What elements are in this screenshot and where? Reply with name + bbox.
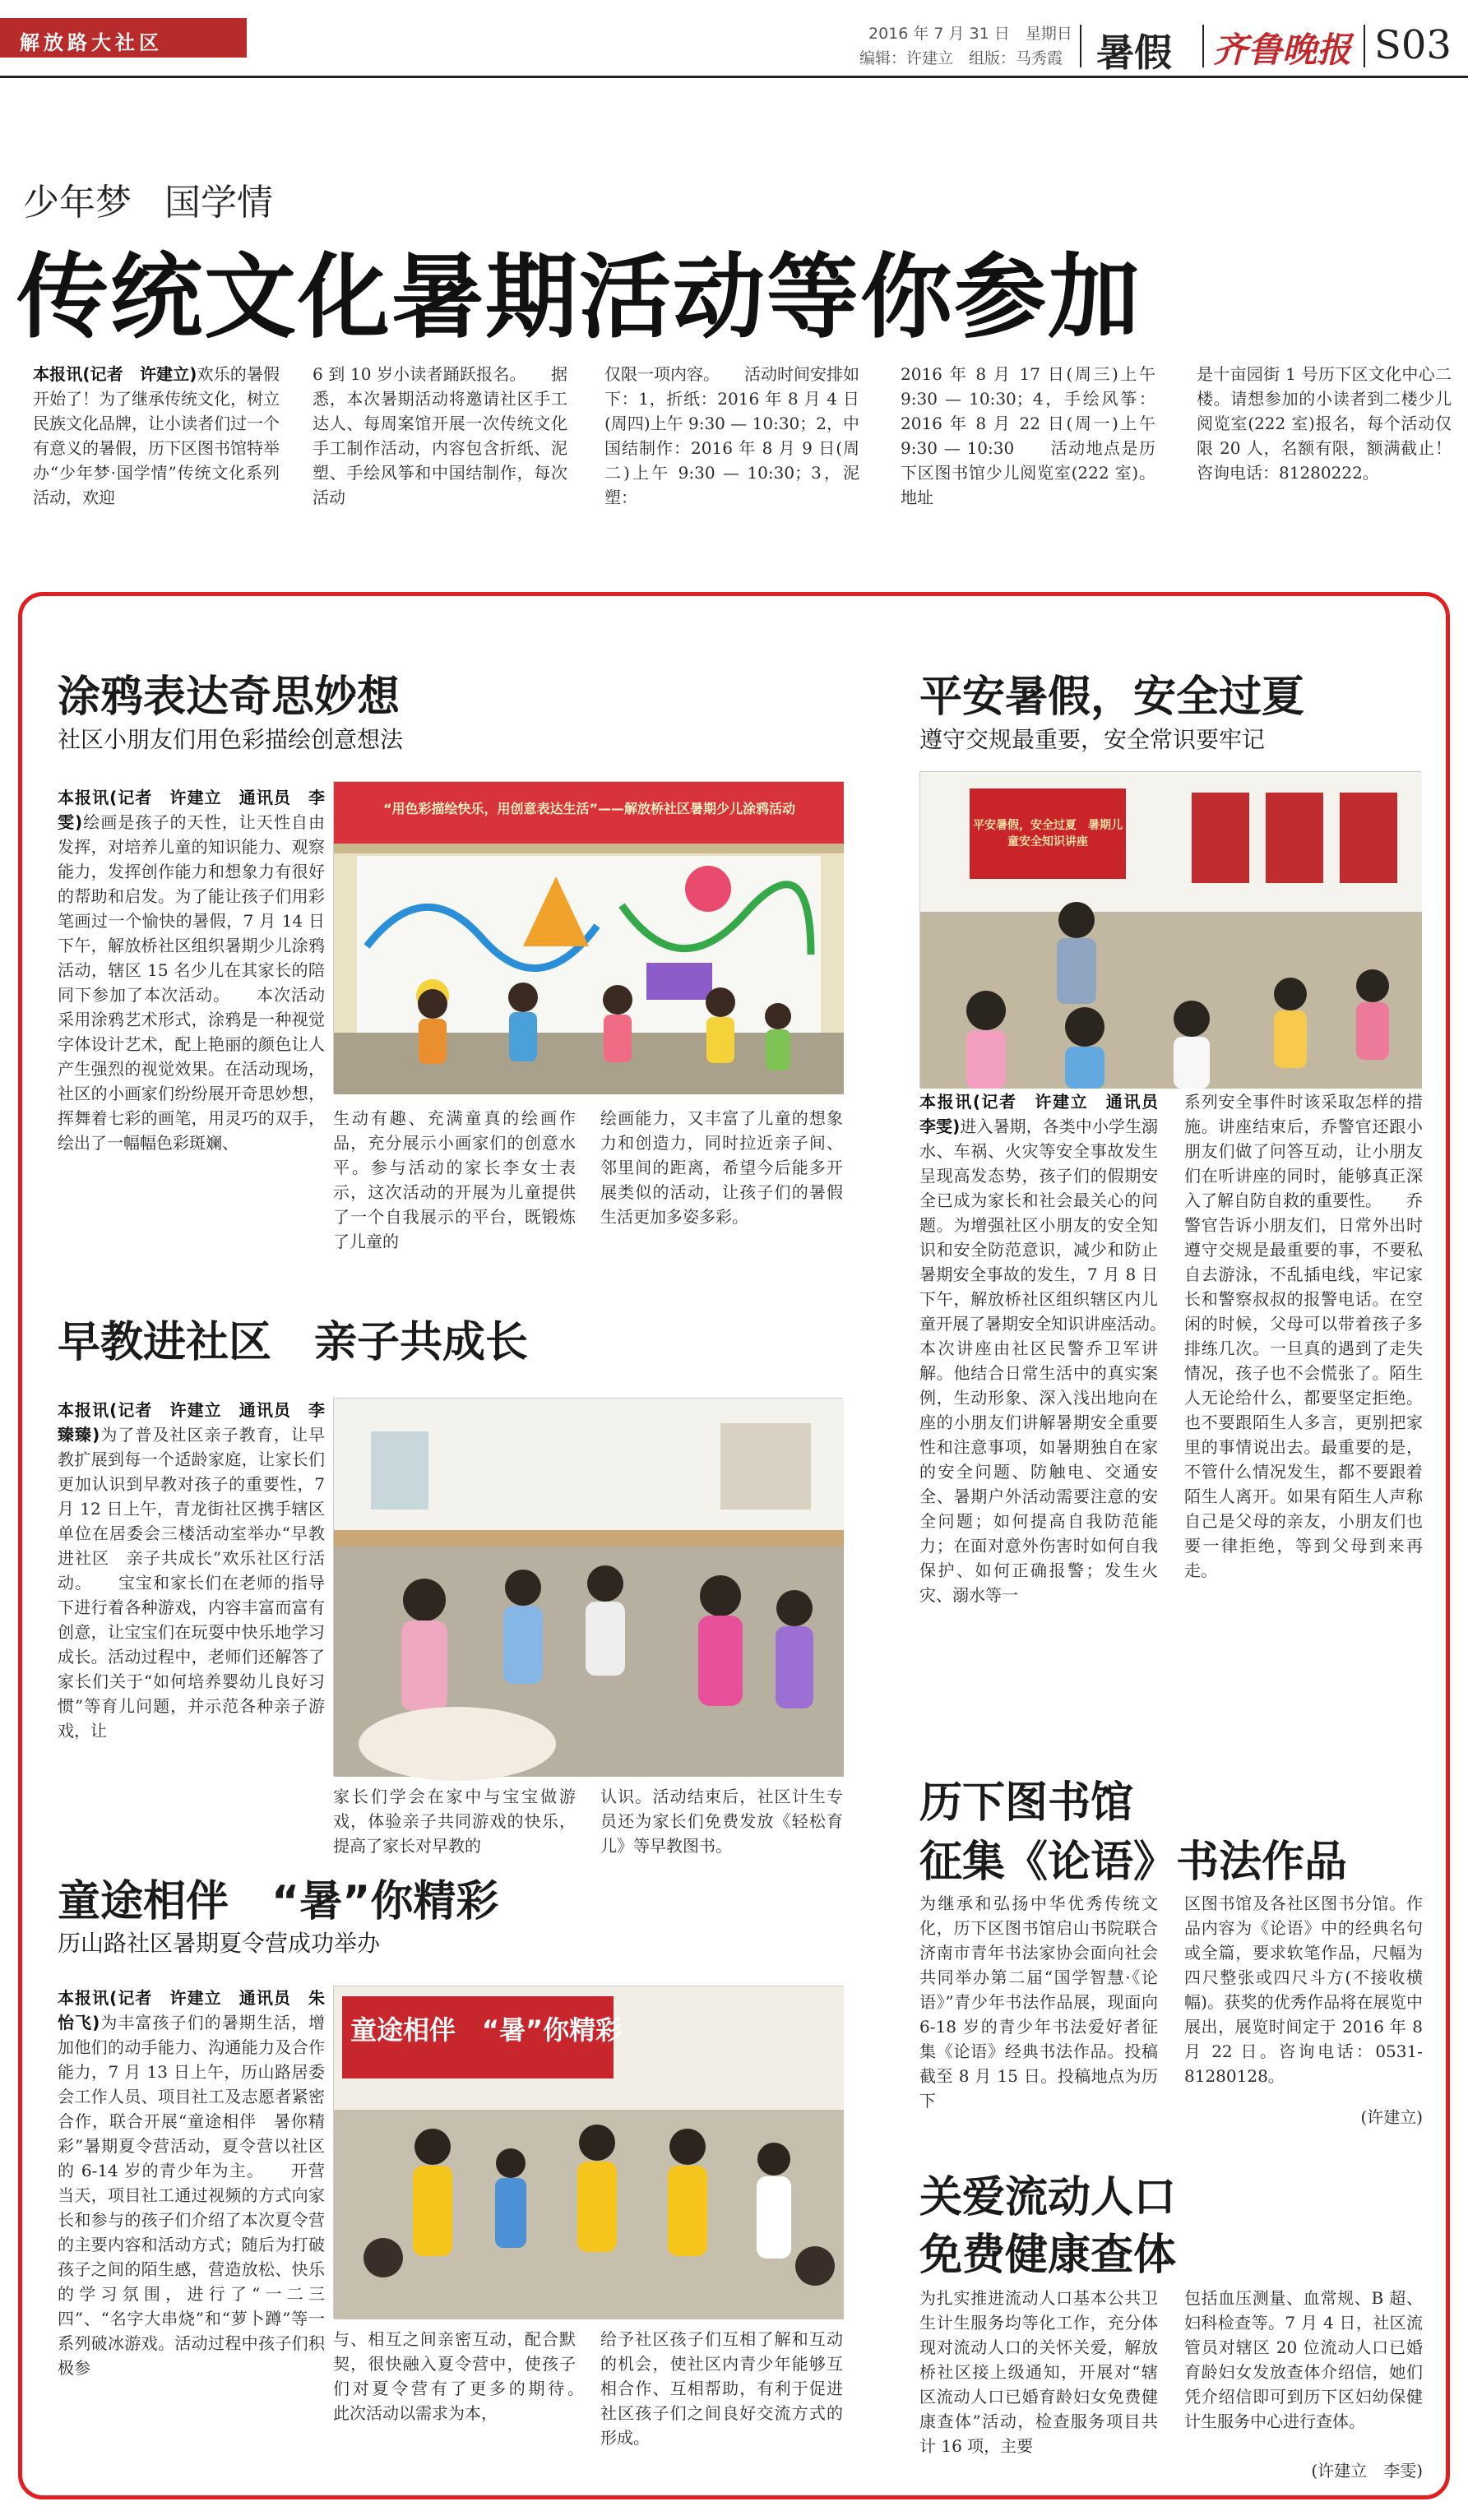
safety-lecture-photo bbox=[919, 771, 1421, 1088]
story-title-line-2: 免费健康查体 bbox=[919, 2231, 1177, 2280]
lead-column-3: 仅限一项内容。 活动时间安排如下：1，折纸：2016 年 8 月 4 日(周四)上午 9:30 — 10:30；2，中国结制作：2016 年 8 月 9 日(周二)上午 9:30 — 10:30；3，泥塑： bbox=[604, 364, 859, 507]
b3-column-1: 为扎实推进流动人口基本公共卫生计生服务均等化工作，充分体现对流动人口的关怀关爱，解放桥社区接上级通知，开展对“辖区流动人口已婚育龄妇女免费健康查体”活动，检查服务项目共计 16 项，主要 bbox=[919, 2288, 1158, 2456]
a3-byline: 本报讯(记者 许建立 通讯员 朱怡飞) bbox=[58, 1988, 325, 2032]
early-education-photo-illustration bbox=[334, 1399, 844, 1777]
a2-column-1 bbox=[58, 1398, 325, 1846]
story-subtitle: 历山路社区暑期夏令营成功举办 bbox=[58, 1930, 381, 1957]
graffiti-banner-text: “用色彩描绘快乐，用创意表达生活”——解放桥社区暑期少儿涂鸦活动 bbox=[382, 801, 796, 816]
graffiti-photo bbox=[333, 781, 843, 1094]
summer-camp-banner-text: 童途相伴 “暑”你精彩 bbox=[350, 2014, 623, 2046]
a2-byline: 本报讯(记者 许建立 通讯员 李臻臻) bbox=[58, 1400, 325, 1445]
column-band bbox=[0, 18, 247, 58]
b1-text: 进入暑期，各类中小学生溺水、车祸、火灾等安全事故发生呈现高发态势，孩子们的假期安全已成为家长和社会最关心的问题。为增强社区小朋友的安全知识和安全防范意识，减少和防止暑期安全事故的发生，7 月 8 日下午，解放桥社区组织辖区内儿童开展了暑期安全知识讲座活动。 本次讲座由社区民警乔卫军讲解。他结合日常生活中的真实案例，生动形象、深入浅出地向在座的小朋友们讲解暑期安全重要性和注意事项，如暑期独自在家的安全问题、防触电、交通安全、暑期户外活动需要注意的安全问题；如何提高自我防范能力；在面对意外伤害时如何自我保护、如何正确报警；发生火灾、溺水等一 bbox=[919, 1117, 1191, 1605]
lead-column-2: 6 到 10 岁小读者踊跃报名。 据悉，本次暑期活动将邀请社区手工达人、每周案馆开展一次传统文化手工制作活动，内容包含折纸、泥塑、手绘风筝和中国结制作，每次活动 bbox=[313, 364, 567, 507]
a3-text: 为丰富孩子们的暑期生活，增加他们的动手能力、沟通能力及合作能力，7 月 13 日上午，历山路居委会工作人员、项目社工及志愿者紧密合作，联合开展“童途相伴 暑你精彩”暑期夏令营活动，夏令营以社区的 6-14 岁的青少年为主。 开营当天，项目社工通过视频的方式向家长和参与的孩子们介绍了本次夏令营的主要内容和活动方式；随后为打破孩子之间的陌生感，营造放松、快乐的学习氛围，进行了“一二三四”、“名字大串烧”和“萝卜蹲”等一系列破冰游戏。活动过程中孩子们积极参 bbox=[58, 2013, 326, 2378]
lead-kicker bbox=[23, 173, 273, 225]
header-divider bbox=[1364, 25, 1365, 67]
a3-column-2: 与、相互之间亲密互动，配合默契，很快融入夏令营中，使孩子们对夏令营有了更多的期待。 此次活动以需求为本， bbox=[333, 2329, 609, 2423]
graffiti-photo-illustration bbox=[334, 782, 844, 1094]
story-title: 早教进社区 亲子共成长 bbox=[58, 1318, 529, 1367]
page-number: S03 bbox=[1374, 22, 1452, 68]
a1-column-3: 绘画能力，又丰富了儿童的想象力和创造力，同时拉近亲子间、邻里间的距离，希望今后能多开展类似的活动，让孩子们的暑假生活更加多姿多彩。 bbox=[600, 1108, 843, 1227]
editor-credits: 编辑：许建立 组版：马秀霞 bbox=[859, 49, 1063, 67]
a1-text: 绘画是孩子的天性，让天性自由发挥，对培养儿童的知识能力、观察能力，发挥创作能力和想象力有很好的帮助和启发。为了能让孩子们用彩笔画过一个愉快的暑假，7 月 14 日下午，解放桥社区组织暑期少儿涂鸦活动，辖区 15 名少儿在其家长的陪同下参加了本次活动。 本次活动采用涂鸦艺术形式，涂鸦是一种视觉字体设计艺术，配上艳丽的颜色让人产生强烈的视觉效果。在活动现场，社区的小画家们纷纷展开奇思妙想，挥舞着七彩的画笔，用灵巧的双手，绘出了一幅幅色彩斑斓、 bbox=[58, 812, 326, 1153]
section-name: 暑假 bbox=[1096, 30, 1172, 75]
story-title: 童途相伴 “暑”你精彩 bbox=[58, 1877, 499, 1926]
header-divider bbox=[1202, 25, 1204, 67]
a1-byline: 本报讯(记者 许建立 通讯员 李雯) bbox=[58, 788, 325, 832]
newspaper-logo: 齐鲁晚报 bbox=[1213, 30, 1352, 70]
lead-text: 欢乐的暑假开始了！为了继承传统文化，树立民族文化品牌，让小读者们过一个有意义的暑假，历下区图书馆特举办“少年梦·国学情”传统文化系列活动，欢迎 bbox=[33, 364, 280, 507]
early-education-photo bbox=[333, 1398, 843, 1776]
story-title: 关爱流动人口 bbox=[919, 2173, 1177, 2222]
b2-column-1: 为继承和弘扬中华优秀传统文化，历下区图书馆启山书院联合济南市青年书法家协会面向社会共同举办第二届“国学智慧·《论语》”青少年书法作品展，现面向 6-18 岁的青少年书法爱好者征集《论语》经典书法作品。投稿截至 8 月 15 日。投稿地点为历下 bbox=[919, 1893, 1158, 2111]
story-title: 涂鸦表达奇思妙想 bbox=[58, 673, 401, 722]
b1-byline: 本报讯(记者 许建立 通讯员 李雯) bbox=[919, 1092, 1174, 1136]
story-title-line-2: 征集《论语》书法作品 bbox=[919, 1838, 1348, 1887]
safety-banner-text: 平安暑假，安全过夏 暑期儿童安全知识讲座 bbox=[973, 819, 1123, 848]
kicker-part: 少年梦 bbox=[23, 182, 132, 224]
story-title: 历下图书馆 bbox=[919, 1778, 1134, 1828]
a3-column-1 bbox=[58, 1986, 325, 2471]
story-subtitle: 社区小朋友们用色彩描绘创意想法 bbox=[58, 726, 404, 753]
b1-column-1 bbox=[919, 1089, 1191, 1636]
b1-column-2: 系列安全事件时该采取怎样的措施。讲座结束后，乔警官还跟小朋友们做了问答互动，让小朋友们在听讲座的同时，能够真正深入了解自防自救的重要性。 乔警官告诉小朋友们，日常外出时遵守交规是最重要的事，不要私自去游泳，不乱插电线，牢记家长和警察叔叔的报警电话。在空闲的时候，父母可以带着孩子多排练几次。一旦真的遇到了走失情况，孩子也不会慌张了。陌生人无论给什么，都要坚定拒绝。也不要跟陌生人多言，更别把家里的事情说出去。最重要的是，不管什么情况发生，都不要跟着陌生人离开。如果有陌生人声称自己是父母的亲友，小朋友们也要一律拒绝，等到父母到来再走。 bbox=[1184, 1092, 1423, 1580]
b3-column-2: 包括血压测量、血常规、B 超、妇科检查等。7 月 4 日，社区流管员对辖区 20 位流动人口已婚育龄妇女发放查体介绍信，她们凭介绍信即可到历下区妇幼保健计生服务中心进行查体。 bbox=[1184, 2288, 1423, 2431]
b2-credit: (许建立) bbox=[1360, 2107, 1423, 2127]
lead-column-4: 2016 年 8 月 17 日(周三)上午 9:30 — 10:30；4，手绘风筝：2016 年 8 月 22 日(周一)上午 9:30 — 10:30 活动地点是历下区图书馆少儿阅览室(222 室)。地址 bbox=[901, 364, 1155, 507]
a1-column-2: 生动有趣、充满童真的绘画作品，充分展示小画家们的创意水平。参与活动的家长李女士表示，这次活动的开展为儿童提供了一个自我展示的平台，既锻炼了儿童的 bbox=[333, 1108, 576, 1251]
a3-column-3: 给予社区孩子们互相了解和互动的机会，使社区内青少年能够互相合作、互相帮助，有利于促进社区孩子们之间良好交流方式的形成。 bbox=[600, 2329, 843, 2448]
header-divider bbox=[1080, 25, 1081, 67]
a2-text: 为了普及社区亲子教育，让早教扩展到每一个适龄家庭，让家长们更加认识到早教对孩子的重要性，7 月 12 日上午，青龙街社区携手辖区单位在居委会三楼活动室举办“早教进社区 亲子共成长”欢乐社区行活动。 宝宝和家长们在老师的指导下进行着各种游戏，内容丰富而富有创意，让宝宝们在玩耍中快乐地学习成长。活动过程中，老师们还解答了家长们关于“如何培养婴幼儿良好习惯”等育儿问题，并示范各种亲子游戏，让 bbox=[58, 1425, 326, 1741]
lead-column-1 bbox=[33, 362, 280, 510]
b3-credit: (许建立 李雯) bbox=[1311, 2461, 1423, 2481]
lead-column-5: 是十亩园街 1 号历下区文化中心二楼。请想参加的小读者到二楼少儿阅览室(222 室)报名，每个活动仅限 20 人，名额有限，额满截止！咨询电话：81280222。 bbox=[1197, 364, 1452, 483]
lead-headline: 传统文化暑期活动等你参加 bbox=[16, 244, 1142, 351]
story-title: 平安暑假，安全过夏 bbox=[919, 673, 1305, 722]
a2-column-2: 家长们学会在家中与宝宝做游戏，体验亲子共同游戏的快乐，提高了家长对早教的 bbox=[333, 1787, 576, 1856]
story-subtitle: 遵守交规最重要，安全常识要牢记 bbox=[919, 726, 1266, 753]
lead-byline: 本报讯(记者 许建立) bbox=[33, 364, 197, 384]
column-name: 解放路大社区 bbox=[20, 31, 163, 54]
a2-column-3: 认识。活动结束后，社区计生专员还为家长们免费发放《轻松育儿》等早教图书。 bbox=[600, 1787, 843, 1856]
summer-camp-photo bbox=[333, 1986, 843, 2319]
issue-date: 2016 年 7 月 31 日 星期日 bbox=[868, 25, 1072, 43]
kicker-part: 国学情 bbox=[164, 182, 273, 224]
header-rule bbox=[0, 76, 1468, 78]
b2-column-2: 区图书馆及各社区图书分馆。作品内容为《论语》中的经典名句或全篇，要求软笔作品，尺幅为四尺整张或四尺斗方(不接收横幅)。获奖的优秀作品将在展览中展出，展览时间定于 2016 年 8 月 22 日。咨询电话：0531-81280128。 bbox=[1184, 1893, 1423, 2086]
